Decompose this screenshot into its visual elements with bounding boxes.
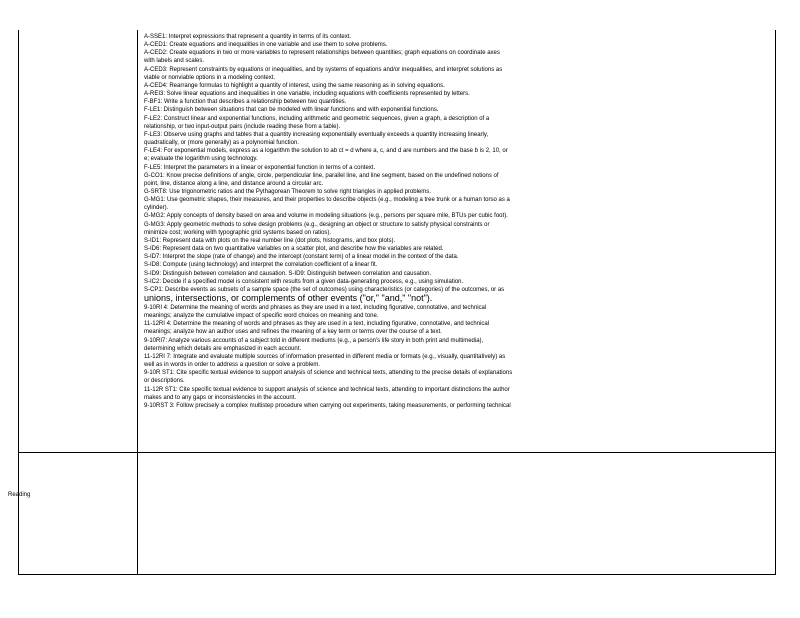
standard-line: 9-10RI7: Analyze various accounts of a subject told in different mediums (e.g., a person's life story in both print and multimedia), [144,337,484,344]
standard-line: S-ID9: Distinguish between correlation and causation. S-ID9: Distinguish between correlation and causation. [144,270,432,277]
standard-line: A-CED2: Create equations in two or more variables to represent relationships between quantities; graph equations on coordinate axes [144,50,500,57]
standards-content [144,33,754,410]
standard-line: 9-10R ST1: Cite specific textual evidence to support analysis of science and technical texts, attending to the precise details of explanations [144,370,513,377]
big-standard-line: unions, intersections, or complements of other events ("or," "and," "not"). [144,293,433,303]
standard-line: A-CED3: Represent constraints by equations or inequalities, and by systems of equations and/or inequalities, and interpret solutions as [144,66,503,73]
right-border [775,30,776,575]
standard-line: 9-10RST 3: Follow precisely a complex multistep procedure when carrying out experiments, taking measurements, or performing technical [144,402,511,409]
standard-line: G-SRT8: Use trigonometric ratios and the Pythagorean Theorem to solve right triangles in applied problems. [144,188,431,195]
standard-line: F-LE5: Interpret the parameters in a linear or exponential function in terms of a context. [144,164,376,171]
reading-standards-list [144,304,754,410]
standard-line: G-CO1: Know precise definitions of angle, circle, perpendicular line, parallel line, and line segment, based on the undefined notions of [144,172,499,179]
standard-line: 11-12R ST1: Cite specific textual evidence to support analysis of science and technical texts, attending to important distinctions the author [144,386,510,393]
standard-line: A-CED4: Rearrange formulas to highlight a quantity of interest, using the same reasoning as in solving equations. [144,82,445,89]
standard-line: A-CED1: Create equations and inequalities in one variable and use them to solve problems. [144,42,388,49]
standard-line: S-ID7: Interpret the slope (rate of change) and the intercept (constant term) of a linear model in the context of the data. [144,254,459,261]
standard-line: with labels and scales. [144,58,205,65]
standard-line: A-REI3: Solve linear equations and inequalities in one variable, including equations with coefficients represented by letters. [144,91,470,98]
column-divider [137,30,138,575]
standard-line: minimize cost; working with typographic grid systems based on ratios). [144,229,332,236]
standard-line: e; evaluate the logarithm using technology. [144,156,258,163]
standard-line: G-MG3: Apply geometric methods to solve design problems (e.g., designing an object or structure to satisfy physical constraints or [144,221,490,228]
standard-line: F-LE3: Observe using graphs and tables that a quantity increasing exponentially eventually exceeds a quantity increasing linearly, [144,131,489,138]
standard-line: viable or nonviable options in a modeling context. [144,74,276,81]
standard-line: F-LE2: Construct linear and exponential functions, including arithmetic and geometric sequences, given a graph, a description of a [144,115,490,122]
standard-line: F-LE4: For exponential models, express as a logarithm the solution to ab ct = d where a, c, and d are numbers and the base b is 2, 10, or [144,148,508,155]
standard-line: G-MG1: Use geometric shapes, their measures, and their properties to describe objects (e.g., modeling a tree trunk or a human torso as a [144,197,510,204]
standard-line: S-CP1: Describe events as subsets of a sample space (the set of outcomes) using characteristics (or categories) of the outcomes, or as [144,286,505,293]
standard-line: determining which details are emphasized in each account. [144,345,302,352]
standard-line: 11-12RI 7: Integrate and evaluate multiple sources of information presented in different media or formats (e.g., visually, quantitatively) as [144,353,506,360]
standard-line: S-IC2: Decide if a specified model is consistent with results from a given data-generating process, e.g., using simulation. [144,278,464,285]
standard-line: quadratically, or (more generally) as a polynomial function. [144,140,299,147]
section-label: Reading [8,492,31,498]
standard-line: G-MG2: Apply concepts of density based on area and volume in modeling situations (e.g., persons per square mile, BTUs per cubic foot). [144,213,508,220]
standard-line: well as in words in order to address a question or solve a problem. [144,362,321,369]
math-standards-list [144,33,754,294]
standard-line: A-SSE1: Interpret expressions that represent a quantity in terms of its context. [144,34,352,40]
standard-line: 9-10RI 4: Determine the meaning of words and phrases as they are used in a text, including figurative, connotative, and technical [144,305,487,311]
standard-line: S-ID8: Compute (using technology) and interpret the correlation coefficient of a linear fit. [144,262,378,269]
bottom-border [18,574,776,575]
standard-line: S-ID6: Represent data on two quantitative variables on a scatter plot, and describe how the variables are related. [144,246,444,253]
standard-line: point, line, distance along a line, and distance around a circular arc. [144,180,324,187]
row-divider [18,452,776,453]
standard-line: F-BF1: Write a function that describes a relationship between two quantities. [144,99,347,106]
standard-line: meanings; analyze the cumulative impact of specific word choices on meaning and tone. [144,313,379,320]
standard-line: meanings; analyze how an author uses and refines the meaning of a key term or terms over the course of a text. [144,329,442,336]
standard-line: or descriptions. [144,378,185,385]
standard-line: cylinder). [144,205,169,212]
standard-line: F-LE1: Distinguish between situations that can be modeled with linear functions and with exponential functions. [144,107,439,114]
standard-line: S-ID1: Represent data with plots on the real number line (dot plots, histograms, and box plots). [144,237,396,244]
standard-line: 11-12RI 4: Determine the meaning of words and phrases as they are used in a text, including figurative, connotative, and technical [144,321,490,328]
standard-line: relationship, or two input-output pairs (include reading these from a table). [144,123,341,130]
standard-line: makes and to any gaps or inconsistencies in the account. [144,394,297,401]
